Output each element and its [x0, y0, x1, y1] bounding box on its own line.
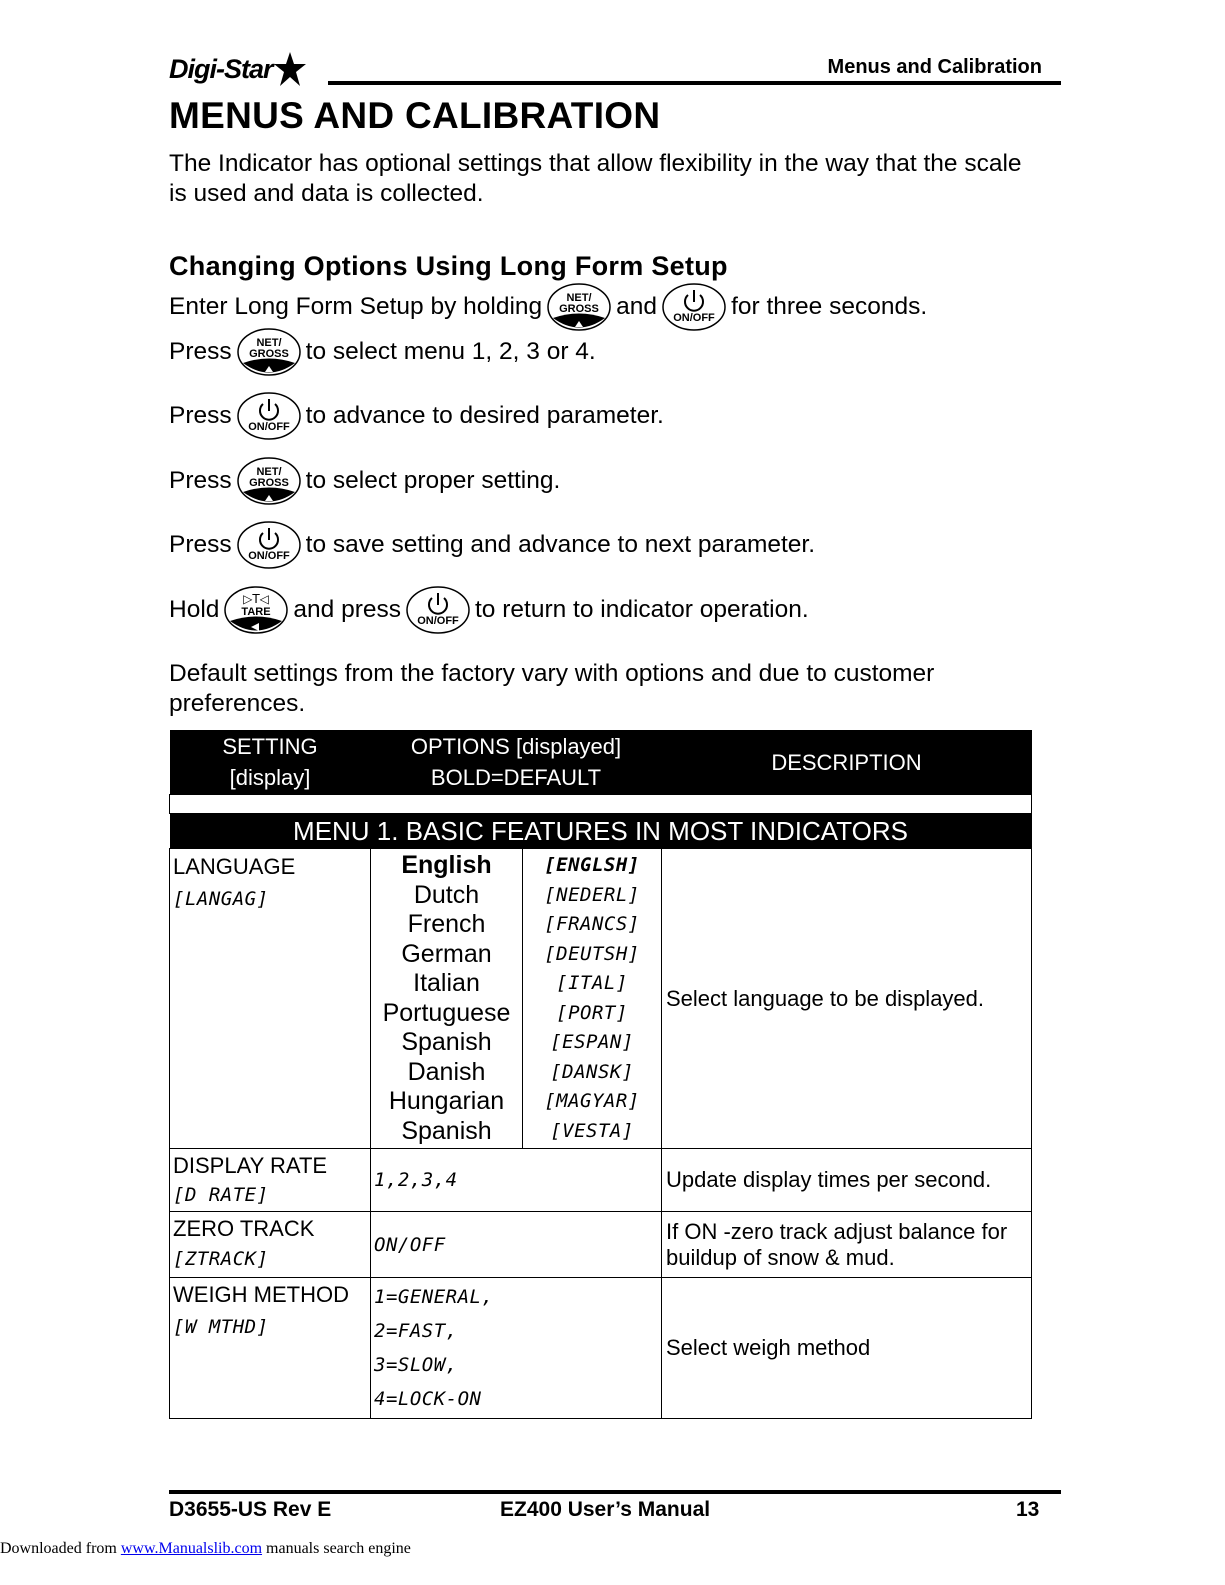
svg-text:TARE: TARE	[241, 606, 271, 618]
header-section-title: Menus and Calibration	[827, 56, 1042, 78]
step-text: and	[616, 293, 658, 320]
step-enter-setup	[169, 283, 932, 331]
on-off-key-icon	[662, 283, 726, 331]
step-text: for three seconds.	[731, 293, 928, 320]
language-option: Dutch	[413, 880, 480, 909]
description-cell: Select weigh method	[662, 1278, 1032, 1419]
table-header-row	[170, 730, 1032, 795]
option-value: 3=SLOW,	[374, 1354, 458, 1376]
option-value: 1=GENERAL,	[374, 1286, 494, 1308]
table-row-zero-track	[170, 1212, 1032, 1278]
option-value: 1,2,3,4	[371, 1149, 662, 1212]
footer-manual-title: EZ400 User’s Manual	[500, 1498, 711, 1521]
manualslib-link[interactable]: www.Manualslib.com	[120, 1540, 263, 1557]
step-return-operation	[169, 586, 814, 634]
setting-name: LANGUAGE	[173, 854, 296, 879]
language-option: Portuguese	[382, 998, 511, 1027]
footer-doc-id: D3655-US Rev E	[169, 1498, 332, 1521]
page-title: MENUS AND CALIBRATION	[169, 95, 661, 136]
table-row-display-rate	[170, 1149, 1032, 1212]
language-code: [ESPAN]	[550, 1031, 634, 1053]
download-prefix: Downloaded from	[0, 1540, 121, 1557]
section-heading: Changing Options Using Long Form Setup	[169, 251, 728, 281]
svg-text:NET/: NET/	[256, 466, 282, 478]
svg-text:GROSS: GROSS	[248, 477, 289, 489]
header-options: OPTIONS [displayed] BOLD=DEFAULT	[371, 730, 662, 795]
language-code: [DEUTSH]	[544, 942, 640, 965]
step-select-menu	[169, 328, 601, 376]
svg-text:GROSS: GROSS	[248, 348, 289, 360]
default-line-1: Default settings from the factory vary with options and due to customer	[169, 660, 935, 687]
language-code: [ENGLSH]	[544, 854, 640, 876]
step-text: to save setting and advance to next parameter.	[305, 531, 816, 558]
step-text: to select menu 1, 2, 3 or 4.	[305, 338, 596, 365]
svg-text:NET/: NET/	[566, 292, 592, 304]
settings-table	[169, 730, 1032, 1419]
setting-code: [D RATE]	[173, 1184, 269, 1206]
language-option: English	[401, 851, 492, 879]
step-text: Press	[169, 338, 232, 365]
page-number: 13	[1016, 1498, 1040, 1521]
weigh-method-options	[371, 1278, 662, 1419]
header-setting: SETTING [display]	[170, 730, 371, 795]
setting-cell	[170, 1149, 371, 1212]
intro-line-2: is used and data is collected.	[169, 180, 484, 207]
digi-star-logo	[169, 52, 306, 86]
description-cell: Update display times per second.	[662, 1149, 1032, 1212]
language-code: [FRANCS]	[544, 913, 640, 935]
on-off-key-icon	[237, 392, 301, 440]
menu-title: MENU 1. BASIC FEATURES IN MOST INDICATORS	[170, 814, 1032, 849]
description-cell	[662, 1212, 1032, 1278]
language-code: [DANSK]	[550, 1060, 634, 1083]
svg-text:ON/OFF: ON/OFF	[417, 615, 459, 627]
step-select-setting	[169, 457, 565, 505]
setting-code: [W MTHD]	[173, 1316, 269, 1338]
language-option: Spanish	[401, 1116, 492, 1145]
svg-text:ON/OFF: ON/OFF	[247, 550, 290, 562]
step-text: to advance to desired parameter.	[305, 402, 664, 429]
intro-line-1: The Indicator has optional settings that allow flexibility in the way that the scale	[169, 150, 1022, 177]
step-text: Press	[169, 467, 232, 494]
setting-cell	[170, 1278, 371, 1419]
option-value: ON/OFF	[371, 1212, 662, 1278]
svg-text:NET/: NET/	[256, 337, 282, 349]
table-row-language	[170, 849, 1032, 1149]
step-text: Enter Long Form Setup by holding	[169, 293, 543, 320]
setting-cell	[170, 1212, 371, 1278]
tare-key-icon	[224, 586, 288, 634]
step-text: and press	[293, 596, 401, 623]
language-option: Danish	[407, 1057, 486, 1086]
setting-code: [LANGAG]	[173, 888, 269, 910]
star-icon	[274, 52, 306, 86]
language-code: [MAGYAR]	[544, 1090, 640, 1112]
step-text: to return to indicator operation.	[475, 596, 809, 623]
language-option: Italian	[413, 969, 480, 997]
setting-cell	[170, 849, 371, 1149]
net-gross-key-icon	[547, 283, 611, 331]
language-option: German	[401, 939, 492, 968]
net-gross-key-icon	[237, 328, 301, 376]
on-off-key-icon	[406, 586, 470, 634]
language-code: [PORT]	[556, 1001, 628, 1024]
default-line-2: preferences.	[169, 690, 306, 717]
header-rule	[328, 81, 1061, 85]
table-spacer-row	[170, 795, 1032, 814]
language-code: [NEDERL]	[544, 883, 640, 906]
table-row-weigh-method	[170, 1278, 1032, 1419]
step-save-setting	[169, 521, 820, 569]
download-note	[0, 1540, 411, 1558]
step-text: to select proper setting.	[305, 467, 561, 494]
step-text: Hold	[169, 596, 220, 623]
language-options	[371, 849, 523, 1149]
svg-text:ON/OFF: ON/OFF	[247, 421, 290, 433]
menu-title-row	[170, 814, 1032, 849]
step-text: Press	[169, 531, 232, 558]
setting-name: WEIGH METHOD	[173, 1282, 349, 1307]
svg-text:▷T◁: ▷T◁	[243, 592, 270, 606]
download-suffix: manuals search engine	[262, 1540, 411, 1557]
net-gross-key-icon	[237, 457, 301, 505]
setting-code: [ZTRACK]	[173, 1248, 269, 1270]
footer-rule	[169, 1490, 1061, 1494]
language-option: French	[407, 910, 486, 938]
language-option: Hungarian	[388, 1087, 505, 1115]
language-option: Spanish	[401, 1028, 492, 1056]
header-description: DESCRIPTION	[662, 730, 1032, 795]
logo-text: Digi-Star	[169, 53, 273, 84]
setting-name: DISPLAY RATE	[173, 1153, 328, 1178]
description-line: buildup of snow & mud.	[666, 1244, 895, 1270]
language-codes	[523, 849, 662, 1149]
on-off-key-icon	[237, 521, 301, 569]
step-text: Press	[169, 402, 232, 429]
language-code: [VESTA]	[550, 1119, 634, 1142]
description-line: If ON -zero track adjust balance for	[666, 1218, 1008, 1244]
svg-text:ON/OFF: ON/OFF	[673, 312, 715, 324]
option-value: 2=FAST,	[374, 1320, 458, 1342]
setting-name: ZERO TRACK	[173, 1216, 315, 1241]
svg-text:GROSS: GROSS	[559, 303, 600, 315]
language-code: [ITAL]	[556, 972, 628, 994]
option-value: 4=LOCK-ON	[374, 1388, 482, 1410]
description-cell: Select language to be displayed.	[662, 849, 1032, 1149]
step-advance-parameter	[169, 392, 669, 440]
